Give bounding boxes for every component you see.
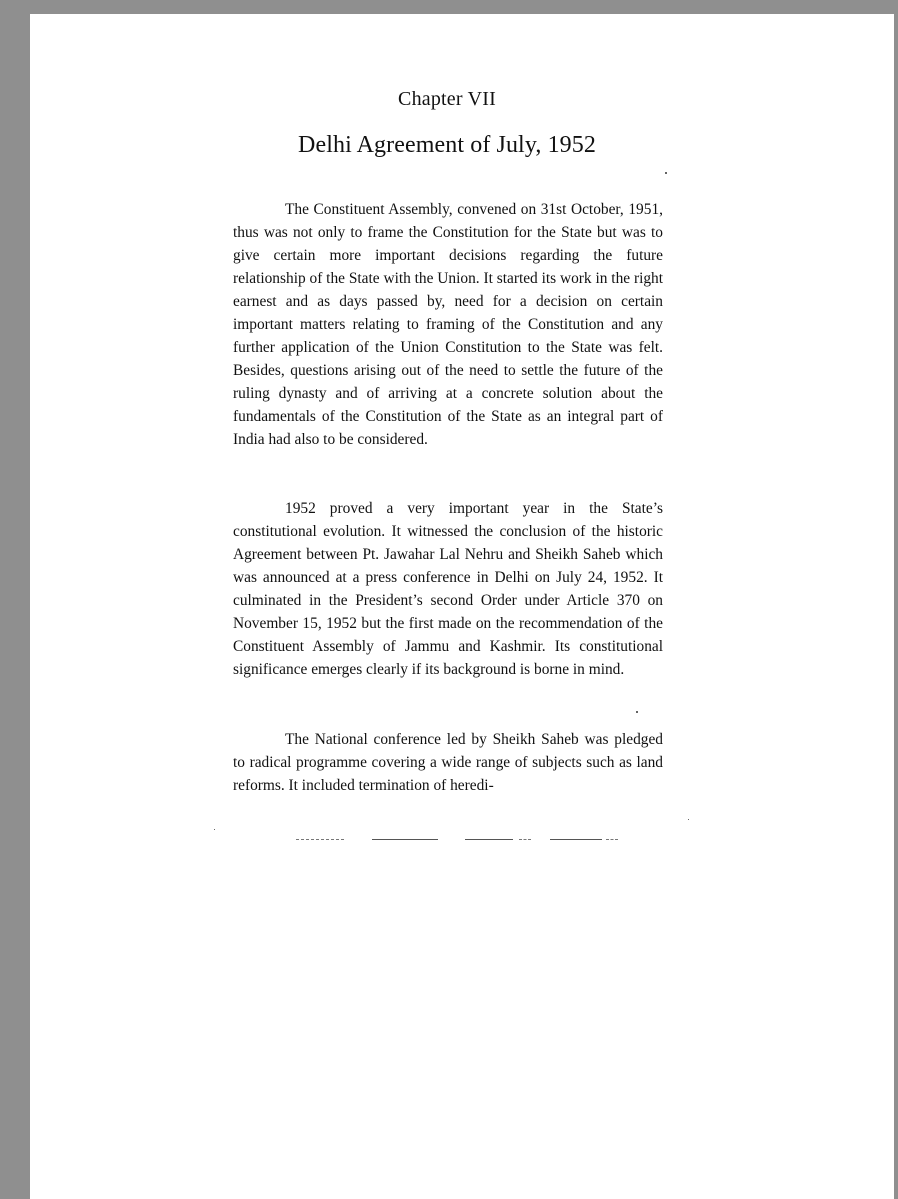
scan-speck: [688, 819, 689, 820]
body-paragraph-1: The Constituent Assembly, convened on 31st October, 1951, thus was not only to frame the Constitution for the State but was to give certain more important decisions regarding the future relationship of the State with the Union. It started its work in the right earnest and as days passed by, need for a decision on certain important matters relating to framing of the Constitution and any further application of the Union Constitution to the State was felt. Besides, questions arising out of the need to settle the future of the ruling dynasty and of arriving at a concrete solution about the fundamentals of the Constitution of the State as an integral part of India had also to be considered.: [233, 201, 664, 448]
scan-artifact-line: [606, 839, 618, 840]
body-paragraph-2: 1952 proved a very important year in the State’s constitutional evolution. It witnessed the conclusion of the historic Agreement between Pt. Jawahar Lal Nehru and Sheikh Saheb which was announced at a press conference in Delhi on July 24, 1952. It culminated in the President’s second Order under Article 370 on November 15, 1952 but the first made on the recommendation of the Constituent Assembly of Jammu and Kashmir. Its constitutional significance emerges clearly if its background is borne in mind.: [233, 500, 663, 678]
scan-speck: [636, 711, 638, 713]
chapter-heading: Chapter VII: [398, 88, 496, 110]
body-paragraph-3: The National conference led by Sheikh Saheb was pledged to radical programme covering a wide range of subjects such as land reforms. It included termination of heredi-: [233, 731, 663, 794]
scan-artifact-line: [519, 839, 531, 840]
scan-artifact-line: [465, 839, 513, 840]
scan-speck: [665, 172, 667, 174]
scan-artifact-line: [296, 839, 344, 840]
scan-artifact-line: [550, 839, 602, 840]
scan-artifact-line: [372, 839, 438, 840]
scan-speck: [214, 829, 215, 830]
page-title: Delhi Agreement of July, 1952: [298, 132, 596, 158]
